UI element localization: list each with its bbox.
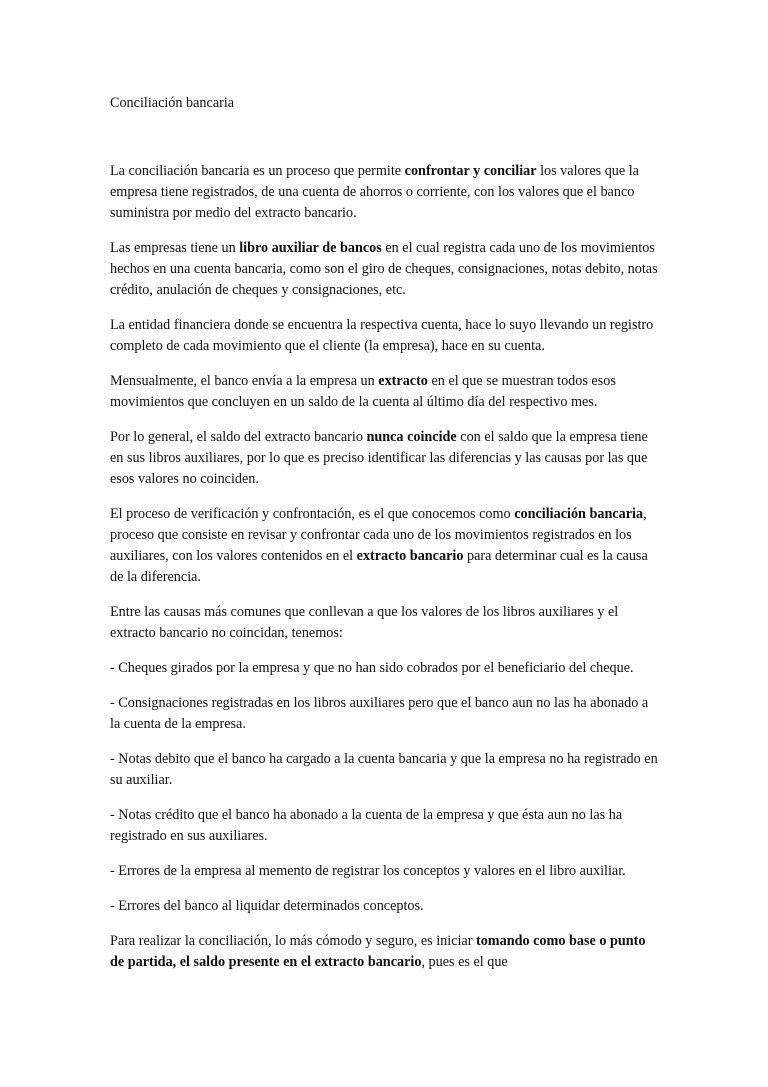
bold-text-run: tomando como base o punto de partida, el saldo presente en el extracto bancario [110, 933, 646, 970]
paragraph-1 [110, 161, 658, 224]
text-run: los valores que la empresa tiene registrados, de una cuenta de ahorros o corriente, con los valores que el banco suministra por medio del extracto bancario. [110, 163, 639, 221]
bold-text-run: confrontar y conciliar [404, 163, 537, 179]
list-item-errores-banco [110, 896, 658, 917]
text-run: - Consignaciones registradas en los libros auxiliares pero que el banco aun no las ha abonado a la cuenta de la empresa. [110, 695, 649, 732]
text-run: Mensualmente, el banco envía a la empresa un [110, 373, 379, 389]
paragraph-2 [110, 238, 658, 301]
text-run: - Notas crédito que el banco ha abonado a la cuenta de la empresa y que ésta aun no las ha registrado en sus auxiliares. [110, 807, 623, 844]
text-run: Para realizar la conciliación, lo más cómodo y seguro, es iniciar [110, 933, 476, 949]
bold-text-run: extracto bancario [356, 548, 464, 564]
bold-text-run: libro auxiliar de bancos [239, 240, 382, 256]
paragraph-3 [110, 315, 658, 357]
text-run: en el cual registra cada uno de los movimientos hechos en una cuenta bancaria, como son el giro de cheques, consignaciones, notas debito, notas crédito, anulación de cheques y consignaciones, etc. [110, 240, 658, 298]
text-run: - Cheques girados por la empresa y que no han sido cobrados por el beneficiario del cheque. [110, 660, 634, 676]
text-run: en el que se muestran todos esos movimientos que concluyen en un saldo de la cuenta al último día del respectivo mes. [110, 373, 616, 410]
text-run: - Errores del banco al liquidar determinados conceptos. [110, 898, 424, 914]
text-run: , proceso que consiste en revisar y confrontar cada uno de los movimientos registrados en los auxiliares, con los valores contenidos en el [110, 506, 647, 564]
bold-text-run: nunca coincide [366, 429, 457, 445]
bold-text-run: conciliación bancaria [514, 506, 644, 522]
text-run: Por lo general, el saldo del extracto bancario [110, 429, 367, 445]
document-title: Conciliación bancaria [110, 95, 235, 111]
text-run: La entidad financiera donde se encuentra la respectiva cuenta, hace lo suyo llevando un registro completo de cada movimiento que el cliente (la empresa), hace en su cuenta. [110, 317, 654, 354]
text-run: - Errores de la empresa al memento de registrar los conceptos y valores en el libro auxiliar. [110, 863, 626, 879]
list-item-cheques [110, 658, 658, 679]
list-item-notas-debito [110, 749, 658, 791]
text-run: Entre las causas más comunes que conllevan a que los valores de los libros auxiliares y el extracto bancario no coincidan, tenemos: [110, 604, 619, 641]
text-run: La conciliación bancaria es un proceso que permite [110, 163, 405, 179]
paragraph-7 [110, 602, 658, 644]
text-run: - Notas debito que el banco ha cargado a la cuenta bancaria y que la empresa no ha registrado en su auxiliar. [110, 751, 658, 788]
text-run: Las empresas tiene un [110, 240, 240, 256]
text-run: para determinar cual es la causa de la diferencia. [110, 548, 648, 585]
text-run: El proceso de verificación y confrontación, es el que conocemos como [110, 506, 515, 522]
bold-text-run: extracto [378, 373, 428, 389]
paragraph-6 [110, 504, 658, 588]
paragraph-4 [110, 371, 658, 413]
text-run: con el saldo que la empresa tiene en sus libros auxiliares, por lo que es preciso identificar las diferencias y las causas por las que esos valores no coinciden. [110, 429, 648, 487]
paragraph-5 [110, 427, 658, 490]
paragraph-final [110, 931, 658, 973]
list-item-notas-credito [110, 805, 658, 847]
text-run: , pues es el que [421, 954, 508, 970]
list-item-errores-empresa [110, 861, 658, 882]
document-body [110, 93, 658, 987]
list-item-consignaciones [110, 693, 658, 735]
